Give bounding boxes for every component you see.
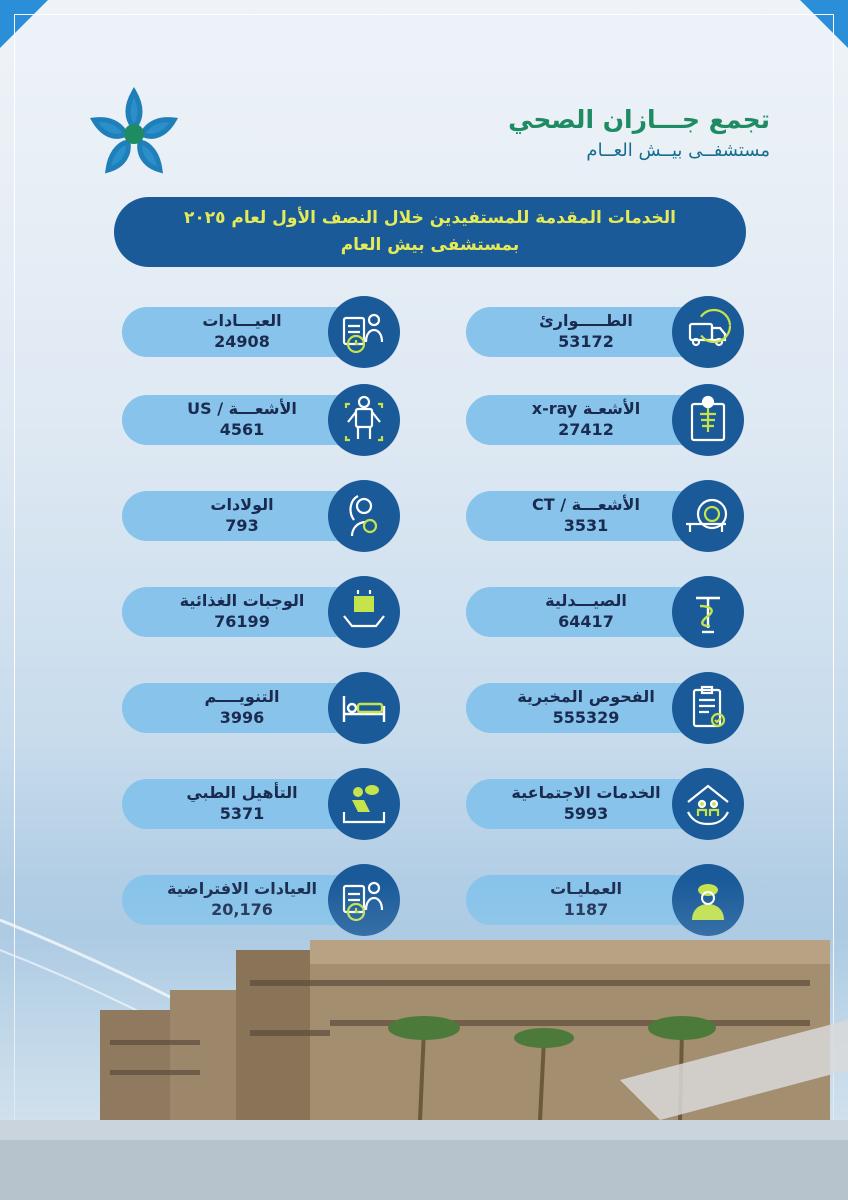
lab-checklist-icon — [672, 672, 744, 744]
stat-label: الخدمات الاجتماعية — [511, 783, 661, 802]
stat-card-xray — [466, 384, 744, 450]
stat-value: 555329 — [552, 708, 620, 727]
stat-card-social — [466, 768, 744, 834]
stat-value: 27412 — [558, 420, 614, 439]
stat-label: الطـــــوارئ — [539, 311, 633, 330]
stat-label: التنويــــم — [204, 687, 280, 706]
stat-value: 24908 — [214, 332, 270, 351]
meal-hands-icon — [328, 576, 400, 648]
stat-pill — [466, 491, 706, 541]
ambulance-icon — [672, 296, 744, 368]
ct-scanner-icon — [672, 480, 744, 552]
stat-value: 3531 — [563, 516, 609, 535]
stat-label: الأشعـــة / CT — [532, 495, 640, 514]
health-cluster-logo-icon — [86, 84, 182, 180]
stat-pill — [466, 307, 706, 357]
stat-value: 64417 — [558, 612, 614, 631]
stat-value: 4561 — [219, 420, 265, 439]
stat-value: 5371 — [219, 804, 265, 823]
stat-card-rehab — [122, 768, 400, 834]
stat-pill — [466, 587, 706, 637]
stat-value: 793 — [225, 516, 259, 535]
stat-pill — [122, 683, 362, 733]
stat-label: الصيـــدلية — [545, 591, 627, 610]
stat-card-meals — [122, 576, 400, 642]
pharmacy-icon — [672, 576, 744, 648]
stat-label: العيـــادات — [202, 311, 282, 330]
stat-label: التأهيل الطبي — [186, 783, 298, 802]
social-care-icon — [672, 768, 744, 840]
stat-label: الولادات — [210, 495, 274, 514]
stat-pill — [122, 779, 362, 829]
banner-line-1: الخدمات المقدمة للمستفيدين خلال النصف الأول لعام ٢٠٢٥ — [183, 208, 677, 228]
stat-value: 76199 — [214, 612, 270, 631]
body-scan-icon — [328, 384, 400, 456]
doctor-clock-icon — [328, 296, 400, 368]
org-name: تجمع جـــازان الصحي — [508, 105, 770, 134]
hospital-building-photo — [0, 880, 848, 1200]
stat-value: 3996 — [219, 708, 265, 727]
stat-label: الفحوص المخبرية — [517, 687, 655, 706]
stat-value: 53172 — [558, 332, 614, 351]
stat-pill — [466, 683, 706, 733]
stat-card-clinics — [122, 296, 400, 362]
mother-baby-icon — [328, 480, 400, 552]
org-header — [508, 104, 770, 166]
title-banner — [114, 197, 746, 267]
stat-card-births — [122, 480, 400, 546]
stat-label: الأشعـة x-ray — [531, 399, 641, 418]
stat-pill — [122, 395, 362, 445]
stat-pill — [466, 395, 706, 445]
stat-card-pharmacy — [466, 576, 744, 642]
stat-pill — [466, 779, 706, 829]
hospital-name: مستشفــى بيــش العــام — [586, 140, 770, 161]
stat-card-inpatient — [122, 672, 400, 738]
xray-icon — [672, 384, 744, 456]
stat-pill — [122, 587, 362, 637]
stat-label: الوجبات الغذائية — [179, 591, 305, 610]
stat-card-ultrasound — [122, 384, 400, 450]
hospital-bed-icon — [328, 672, 400, 744]
rehab-icon — [328, 768, 400, 840]
stat-label: الأشعـــة / US — [187, 399, 297, 418]
stat-card-emergency — [466, 296, 744, 362]
stat-pill — [122, 307, 362, 357]
stat-card-ct — [466, 480, 744, 546]
stat-pill — [122, 491, 362, 541]
stat-card-lab — [466, 672, 744, 738]
stat-value: 5993 — [563, 804, 609, 823]
banner-line-2: بمستشفى بيش العام — [340, 235, 520, 255]
